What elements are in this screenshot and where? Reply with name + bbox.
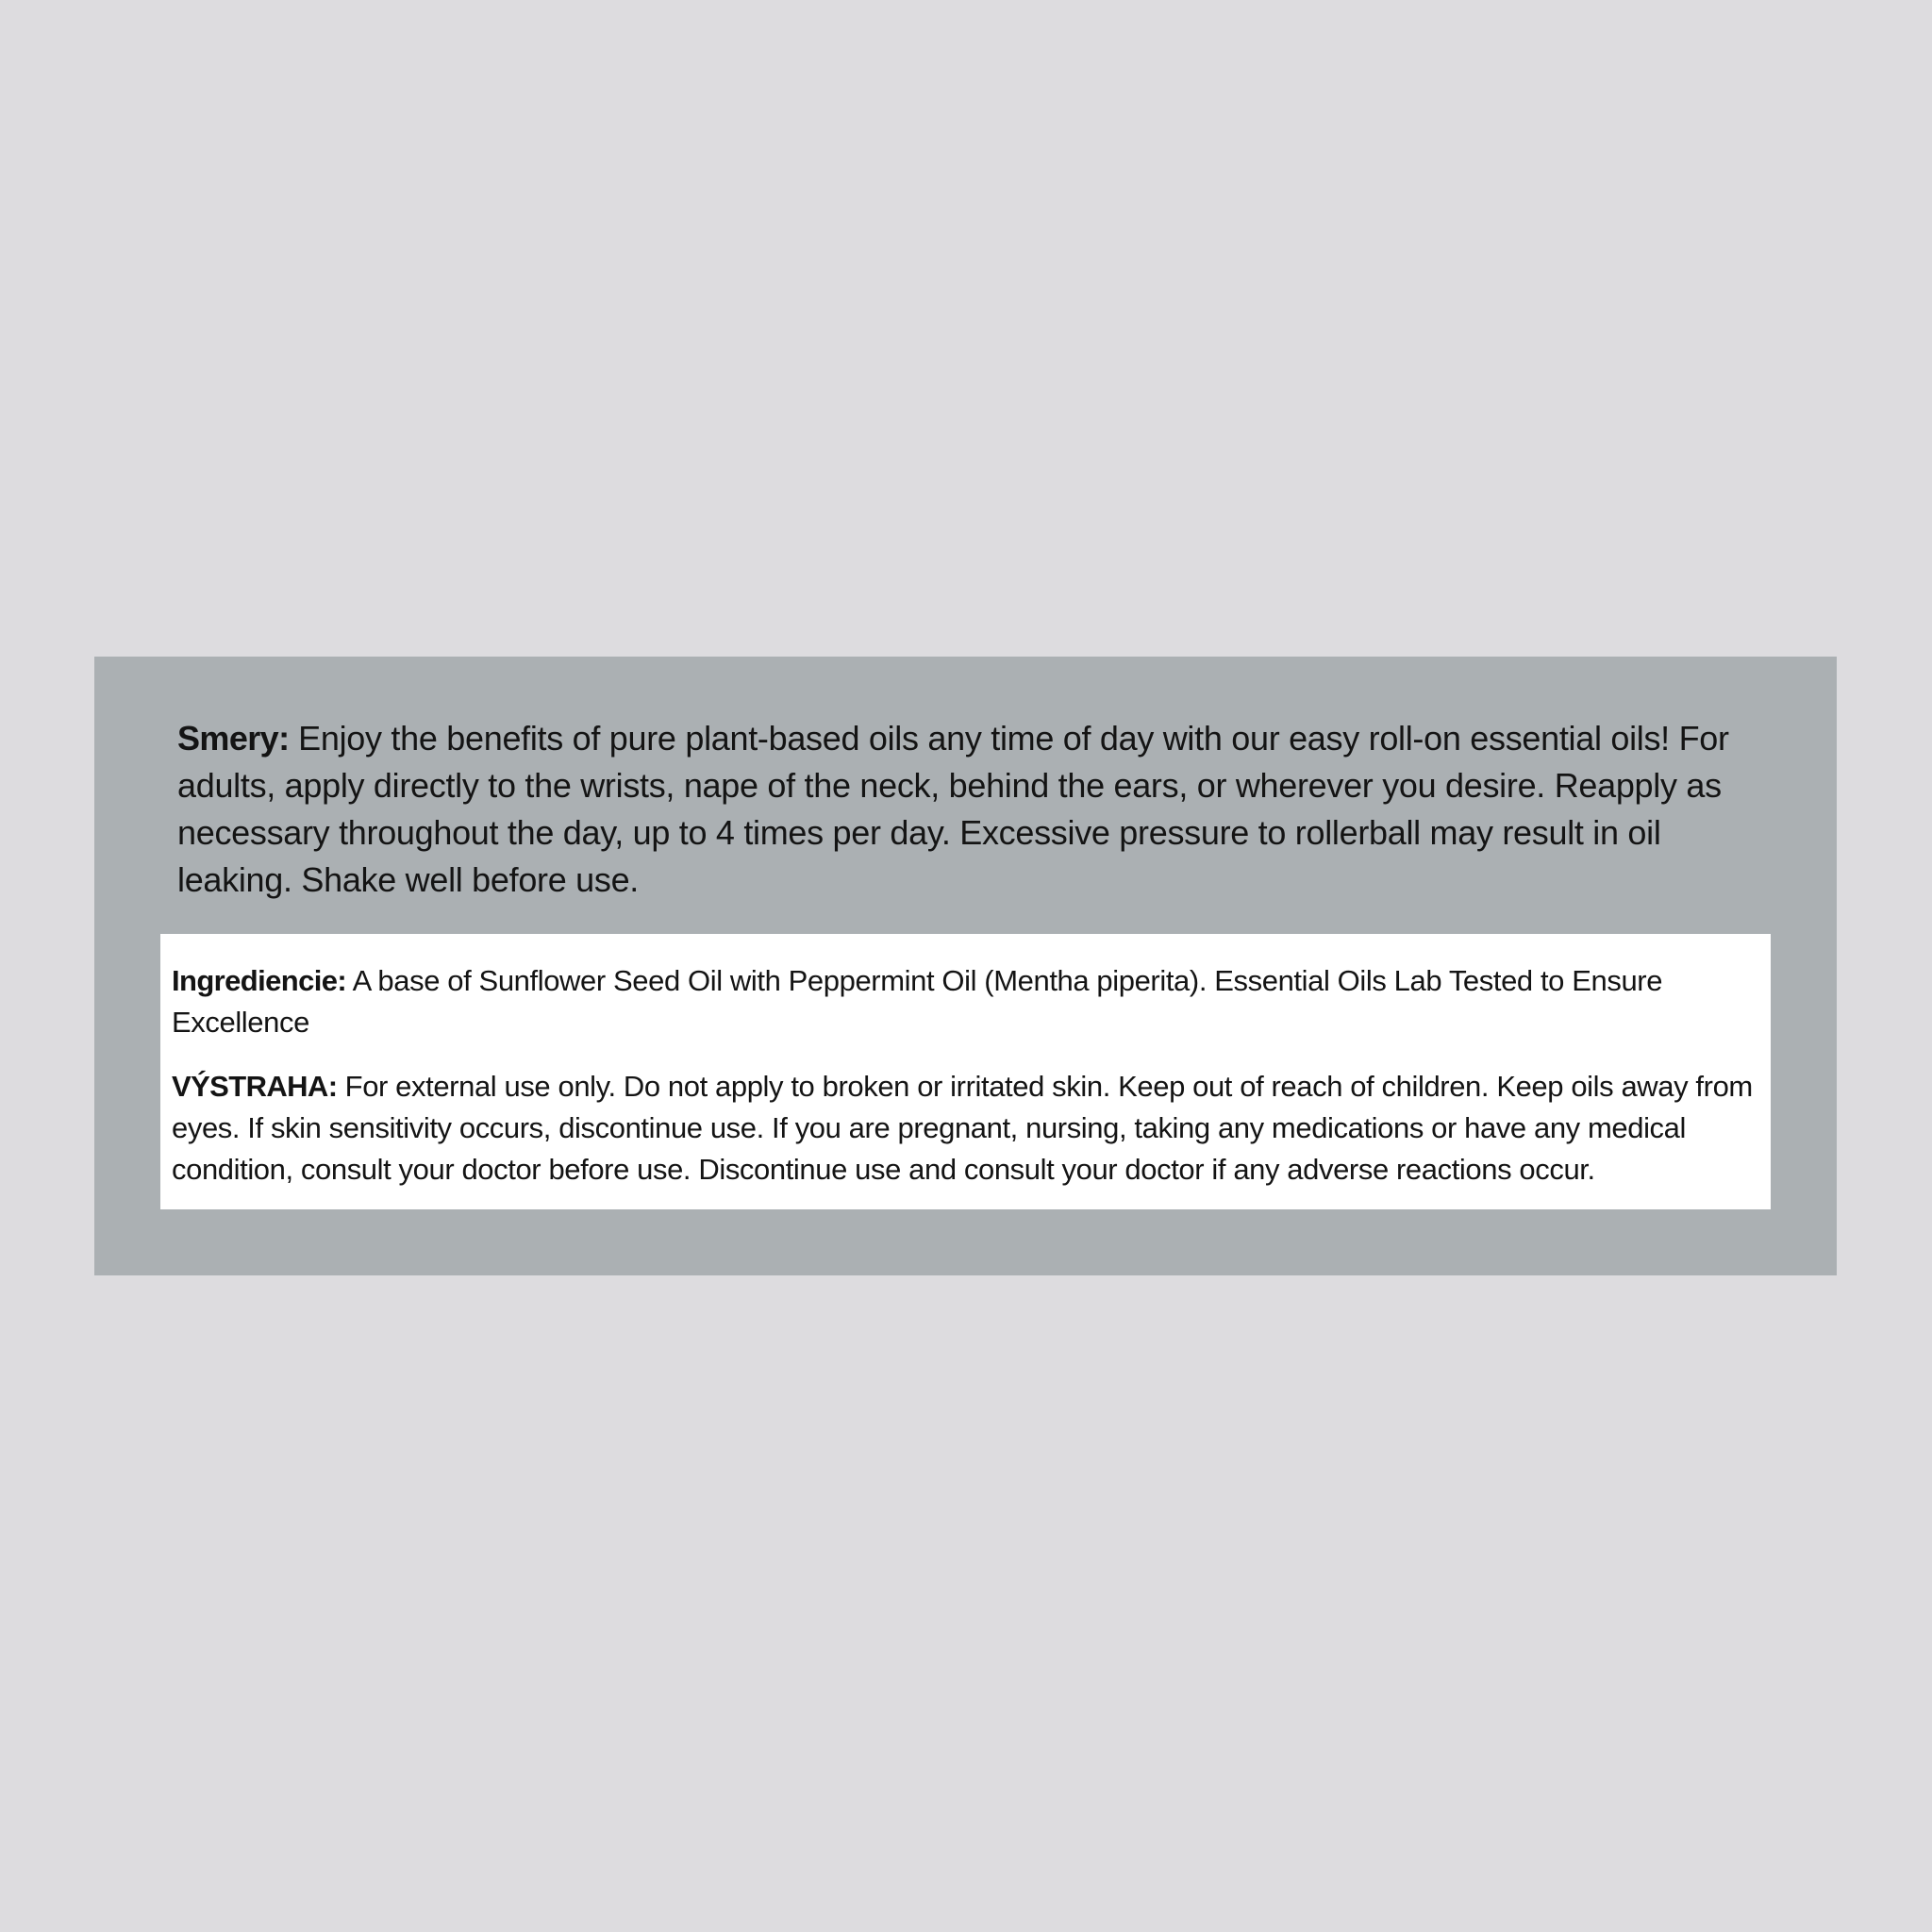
directions-paragraph (177, 715, 1762, 904)
ingredients-heading: Ingrediencie: (172, 964, 347, 997)
directions-text: Enjoy the benefits of pure plant-based oils any time of day with our easy roll-on essential oils! For adults, apply directly to the wrists, nape of the neck, behind the ears, or wherever you desire. Reapply as necessary throughout the day, up to 4 times per day. Excessive pressure to rollerball may result in oil leaking. Shake well before use. (177, 719, 1729, 899)
warning-heading: VÝSTRAHA: (172, 1070, 338, 1103)
ingredients-warning-box (160, 934, 1771, 1209)
label-panel (94, 657, 1837, 1275)
ingredients-text: A base of Sunflower Seed Oil with Peppermint Oil (Mentha piperita). Essential Oils Lab Tested to Ensure Excellence (172, 964, 1663, 1039)
warning-paragraph (172, 1066, 1757, 1191)
ingredients-paragraph (172, 960, 1757, 1043)
directions-heading: Smery: (177, 719, 290, 758)
warning-text: For external use only. Do not apply to broken or irritated skin. Keep out of reach of children. Keep oils away from eyes. If skin sensitivity occurs, discontinue use. If you are pregnant, nursing, taking any medications or have any medical condition, consult your doctor before use. Discontinue use and consult your doctor if any adverse reactions occur. (172, 1070, 1753, 1186)
